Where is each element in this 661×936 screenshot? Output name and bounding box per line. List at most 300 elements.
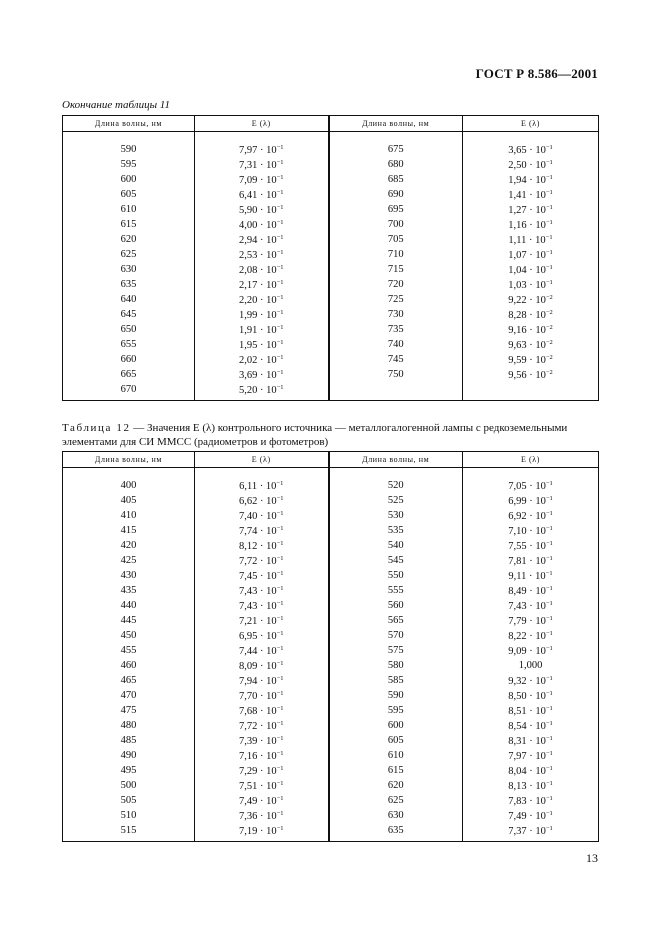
exponent: −1 — [276, 689, 284, 697]
multiply-sign: · 10 — [526, 555, 546, 567]
e-lambda-cell — [195, 307, 329, 322]
multiply-sign: · 10 — [257, 264, 277, 276]
e-lambda-cell — [195, 658, 329, 673]
e-lambda-cell — [463, 703, 599, 718]
exponent: −1 — [276, 143, 284, 151]
table-row — [63, 538, 599, 553]
e-lambda-cell — [463, 468, 599, 494]
e-lambda-cell — [463, 352, 599, 367]
mantissa: 7,43 — [238, 600, 258, 612]
multiply-sign: · 10 — [526, 615, 546, 627]
exponent: −1 — [276, 188, 284, 196]
multiply-sign: · 10 — [526, 369, 546, 381]
table-row — [63, 337, 599, 352]
e-lambda-cell — [463, 232, 599, 247]
multiply-sign: · 10 — [526, 495, 546, 507]
e-lambda-cell — [195, 292, 329, 307]
exponent: −1 — [276, 539, 284, 547]
col-header-wavelength: Длина волны, нм — [63, 452, 195, 468]
e-lambda-cell — [195, 583, 329, 598]
exponent: −1 — [276, 368, 284, 376]
mantissa: 5,90 — [238, 204, 258, 216]
exponent: −1 — [276, 644, 284, 652]
e-lambda-cell — [195, 748, 329, 763]
mantissa: 8,54 — [508, 720, 527, 732]
wavelength-cell: 525 — [329, 493, 463, 508]
wavelength-cell: 650 — [63, 322, 195, 337]
multiply-sign: · 10 — [257, 645, 277, 657]
multiply-sign: · 10 — [526, 174, 546, 186]
multiply-sign: · 10 — [526, 780, 546, 792]
multiply-sign: · 10 — [526, 279, 546, 291]
e-lambda-cell — [195, 493, 329, 508]
mantissa: 7,10 — [508, 525, 527, 537]
e-lambda-cell — [195, 793, 329, 808]
e-lambda-cell — [195, 808, 329, 823]
multiply-sign: · 10 — [257, 795, 277, 807]
multiply-sign: · 10 — [257, 555, 277, 567]
multiply-sign: · 10 — [257, 189, 277, 201]
mantissa: 7,19 — [238, 825, 258, 837]
multiply-sign: · 10 — [257, 540, 277, 552]
mantissa: 7,97 — [238, 144, 258, 156]
col-header-e-lambda: E (λ) — [463, 116, 599, 132]
e-lambda-cell — [463, 307, 599, 322]
e-lambda-cell — [195, 187, 329, 202]
e-lambda-cell — [195, 508, 329, 523]
multiply-sign: · 10 — [526, 690, 546, 702]
e-lambda-cell — [463, 613, 599, 628]
exponent: −1 — [545, 764, 553, 772]
table-row — [63, 292, 599, 307]
mantissa: 2,50 — [508, 159, 527, 171]
wavelength-cell: 735 — [329, 322, 463, 337]
mantissa: 8,09 — [238, 660, 258, 672]
wavelength-cell: 620 — [329, 778, 463, 793]
multiply-sign: · 10 — [257, 750, 277, 762]
standard-number: ГОСТ Р 8.586—2001 — [475, 66, 598, 81]
multiply-sign: · 10 — [526, 249, 546, 261]
multiply-sign: · 10 — [257, 495, 277, 507]
exponent: −1 — [276, 599, 284, 607]
mantissa: 6,99 — [508, 495, 527, 507]
multiply-sign: · 10 — [257, 204, 277, 216]
wavelength-cell: 665 — [63, 367, 195, 382]
table-row — [63, 733, 599, 748]
mantissa: 8,12 — [238, 540, 258, 552]
exponent: −1 — [276, 569, 284, 577]
wavelength-cell: 545 — [329, 553, 463, 568]
exponent: −2 — [545, 293, 553, 301]
mantissa: 1,41 — [508, 189, 527, 201]
multiply-sign: · 10 — [526, 189, 546, 201]
multiply-sign: · 10 — [257, 690, 277, 702]
exponent: −1 — [545, 704, 553, 712]
mantissa: 7,37 — [508, 825, 527, 837]
e-lambda-cell — [195, 688, 329, 703]
wavelength-cell — [329, 382, 463, 401]
mantissa: 1,99 — [238, 309, 258, 321]
mantissa: 7,49 — [238, 795, 258, 807]
exponent: −1 — [276, 509, 284, 517]
table-11 — [62, 115, 599, 401]
exponent: −1 — [545, 584, 553, 592]
wavelength-cell: 460 — [63, 658, 195, 673]
mantissa: 6,41 — [238, 189, 258, 201]
multiply-sign: · 10 — [257, 174, 277, 186]
e-lambda-cell — [463, 823, 599, 842]
wavelength-cell: 550 — [329, 568, 463, 583]
wavelength-cell: 575 — [329, 643, 463, 658]
wavelength-cell: 450 — [63, 628, 195, 643]
table-row — [63, 673, 599, 688]
multiply-sign: · 10 — [526, 480, 546, 492]
wavelength-cell: 700 — [329, 217, 463, 232]
wavelength-cell: 640 — [63, 292, 195, 307]
e-lambda-cell — [195, 553, 329, 568]
exponent: −1 — [545, 734, 553, 742]
mantissa: 7,55 — [508, 540, 527, 552]
e-lambda-cell — [463, 247, 599, 262]
exponent: −2 — [545, 323, 553, 331]
exponent: −1 — [545, 629, 553, 637]
mantissa: 7,36 — [238, 810, 258, 822]
mantissa: 9,22 — [508, 294, 527, 306]
e-lambda-cell — [195, 217, 329, 232]
e-lambda-cell — [463, 157, 599, 172]
table-row — [63, 553, 599, 568]
wavelength-cell: 445 — [63, 613, 195, 628]
table-row — [63, 658, 599, 673]
multiply-sign: · 10 — [257, 780, 277, 792]
multiply-sign: · 10 — [526, 720, 546, 732]
multiply-sign: · 10 — [257, 810, 277, 822]
wavelength-cell: 555 — [329, 583, 463, 598]
mantissa: 8,28 — [508, 309, 527, 321]
e-lambda-cell — [463, 733, 599, 748]
multiply-sign: · 10 — [257, 369, 277, 381]
wavelength-cell: 610 — [63, 202, 195, 217]
e-lambda-cell — [463, 508, 599, 523]
exponent: −1 — [545, 539, 553, 547]
mantissa: 6,62 — [238, 495, 258, 507]
wavelength-cell: 485 — [63, 733, 195, 748]
multiply-sign: · 10 — [526, 219, 546, 231]
e-lambda-cell — [195, 628, 329, 643]
wavelength-cell: 695 — [329, 202, 463, 217]
multiply-sign: · 10 — [526, 810, 546, 822]
mantissa: 3,65 — [508, 144, 527, 156]
e-lambda-cell — [463, 292, 599, 307]
mantissa: 1,27 — [508, 204, 527, 216]
wavelength-cell: 520 — [329, 468, 463, 494]
mantissa: 9,59 — [508, 354, 527, 366]
mantissa: 2,94 — [238, 234, 258, 246]
e-lambda-cell — [463, 382, 599, 401]
e-lambda-cell — [463, 763, 599, 778]
e-lambda-cell — [463, 172, 599, 187]
multiply-sign: · 10 — [257, 249, 277, 261]
e-lambda-cell — [195, 538, 329, 553]
multiply-sign: · 10 — [526, 339, 546, 351]
exponent: −1 — [276, 554, 284, 562]
mantissa: 7,29 — [238, 765, 258, 777]
table-row — [63, 703, 599, 718]
exponent: −1 — [545, 554, 553, 562]
multiply-sign: · 10 — [257, 234, 277, 246]
e-lambda-cell — [195, 352, 329, 367]
mantissa: 9,32 — [508, 675, 527, 687]
e-lambda-cell — [463, 322, 599, 337]
wavelength-cell: 685 — [329, 172, 463, 187]
wavelength-cell: 625 — [63, 247, 195, 262]
multiply-sign: · 10 — [257, 144, 277, 156]
wavelength-cell: 715 — [329, 262, 463, 277]
exponent: −1 — [276, 794, 284, 802]
wavelength-cell: 680 — [329, 157, 463, 172]
exponent: −1 — [545, 749, 553, 757]
multiply-sign: · 10 — [526, 159, 546, 171]
col-header-e-lambda: E (λ) — [195, 452, 329, 468]
multiply-sign: · 10 — [257, 279, 277, 291]
multiply-sign: · 10 — [257, 570, 277, 582]
exponent: −1 — [276, 674, 284, 682]
e-lambda-cell — [195, 172, 329, 187]
table-row — [63, 763, 599, 778]
mantissa: 2,53 — [238, 249, 258, 261]
multiply-sign: · 10 — [257, 159, 277, 171]
col-header-wavelength: Длина волны, нм — [329, 452, 463, 468]
exponent: −1 — [545, 809, 553, 817]
multiply-sign: · 10 — [257, 294, 277, 306]
exponent: −1 — [276, 494, 284, 502]
wavelength-cell: 560 — [329, 598, 463, 613]
multiply-sign: · 10 — [526, 324, 546, 336]
mantissa: 9,09 — [508, 645, 527, 657]
mantissa: 1,16 — [508, 219, 527, 231]
wavelength-cell: 655 — [63, 337, 195, 352]
multiply-sign: · 10 — [257, 735, 277, 747]
mantissa: 7,51 — [238, 780, 258, 792]
mantissa: 7,09 — [238, 174, 258, 186]
multiply-sign: · 10 — [257, 630, 277, 642]
wavelength-cell: 595 — [63, 157, 195, 172]
table-header-row — [63, 116, 599, 132]
multiply-sign: · 10 — [526, 354, 546, 366]
wavelength-cell: 470 — [63, 688, 195, 703]
mantissa: 2,20 — [238, 294, 258, 306]
exponent: −1 — [276, 659, 284, 667]
wavelength-cell: 455 — [63, 643, 195, 658]
e-lambda-cell — [195, 232, 329, 247]
wavelength-cell: 600 — [329, 718, 463, 733]
exponent: −1 — [545, 599, 553, 607]
e-lambda-cell — [463, 583, 599, 598]
multiply-sign: · 10 — [526, 540, 546, 552]
exponent: −1 — [545, 278, 553, 286]
multiply-sign: · 10 — [257, 525, 277, 537]
e-lambda-cell — [463, 337, 599, 352]
mantissa: 7,83 — [508, 795, 527, 807]
e-lambda-cell — [463, 808, 599, 823]
mantissa: 8,31 — [508, 735, 527, 747]
multiply-sign: · 10 — [526, 645, 546, 657]
exponent: −1 — [276, 203, 284, 211]
exponent: −1 — [545, 218, 553, 226]
multiply-sign: · 10 — [526, 825, 546, 837]
wavelength-cell: 490 — [63, 748, 195, 763]
mantissa: 8,04 — [508, 765, 527, 777]
wavelength-cell: 495 — [63, 763, 195, 778]
exponent: −1 — [545, 689, 553, 697]
mantissa: 7,72 — [238, 720, 258, 732]
e-lambda-cell — [463, 673, 599, 688]
wavelength-cell: 635 — [63, 277, 195, 292]
e-lambda-cell — [195, 277, 329, 292]
col-header-e-lambda: E (λ) — [463, 452, 599, 468]
mantissa: 7,79 — [508, 615, 527, 627]
mantissa: 4,00 — [238, 219, 258, 231]
table-row — [63, 202, 599, 217]
multiply-sign: · 10 — [526, 309, 546, 321]
e-lambda-cell — [463, 187, 599, 202]
wavelength-cell: 585 — [329, 673, 463, 688]
exponent: −1 — [276, 734, 284, 742]
wavelength-cell: 660 — [63, 352, 195, 367]
wavelength-cell: 540 — [329, 538, 463, 553]
multiply-sign: · 10 — [257, 615, 277, 627]
exponent: −1 — [276, 809, 284, 817]
mantissa: 7,68 — [238, 705, 258, 717]
wavelength-cell: 705 — [329, 232, 463, 247]
multiply-sign: · 10 — [526, 510, 546, 522]
table-row — [63, 823, 599, 842]
wavelength-cell: 500 — [63, 778, 195, 793]
wavelength-cell: 615 — [63, 217, 195, 232]
mantissa: 8,22 — [508, 630, 527, 642]
multiply-sign: · 10 — [257, 585, 277, 597]
e-lambda-cell — [195, 568, 329, 583]
table-11-body — [63, 132, 599, 401]
wavelength-cell: 725 — [329, 292, 463, 307]
e-lambda-cell — [195, 523, 329, 538]
mantissa: 9,56 — [508, 369, 527, 381]
exponent: −1 — [545, 494, 553, 502]
mantissa: 6,11 — [239, 480, 258, 492]
exponent: −1 — [276, 479, 284, 487]
wavelength-cell: 690 — [329, 187, 463, 202]
e-lambda-cell — [463, 718, 599, 733]
wavelength-cell: 400 — [63, 468, 195, 494]
e-lambda-cell — [195, 157, 329, 172]
wavelength-cell: 600 — [63, 172, 195, 187]
e-lambda-cell — [463, 553, 599, 568]
e-lambda-cell — [463, 643, 599, 658]
col-header-wavelength: Длина волны, нм — [63, 116, 195, 132]
wavelength-cell: 590 — [63, 132, 195, 158]
multiply-sign: · 10 — [526, 630, 546, 642]
table-row — [63, 322, 599, 337]
exponent: −1 — [276, 308, 284, 316]
wavelength-cell: 425 — [63, 553, 195, 568]
mantissa: 7,39 — [238, 735, 258, 747]
table-row — [63, 157, 599, 172]
table-row — [63, 172, 599, 187]
e-lambda-cell — [195, 247, 329, 262]
mantissa: 7,16 — [238, 750, 258, 762]
table-row — [63, 132, 599, 158]
wavelength-cell: 580 — [329, 658, 463, 673]
e-lambda-cell — [463, 493, 599, 508]
exponent: −2 — [545, 308, 553, 316]
table-12-body — [63, 468, 599, 842]
exponent: −1 — [276, 233, 284, 241]
table-row — [63, 247, 599, 262]
mantissa: 7,43 — [508, 600, 527, 612]
wavelength-cell: 405 — [63, 493, 195, 508]
exponent: −1 — [545, 188, 553, 196]
multiply-sign: · 10 — [257, 309, 277, 321]
mantissa: 7,31 — [238, 159, 258, 171]
e-lambda-cell — [463, 658, 599, 673]
mantissa: 7,72 — [238, 555, 258, 567]
table-12-caption — [62, 421, 600, 449]
exponent: −1 — [276, 218, 284, 226]
e-lambda-cell — [463, 132, 599, 158]
e-lambda-cell — [463, 688, 599, 703]
mantissa: 2,17 — [238, 279, 258, 291]
mantissa: 9,16 — [508, 324, 527, 336]
exponent: −1 — [545, 614, 553, 622]
exponent: −1 — [545, 143, 553, 151]
exponent: −1 — [276, 158, 284, 166]
mantissa: 7,97 — [508, 750, 527, 762]
exponent: −1 — [545, 779, 553, 787]
wavelength-cell: 675 — [329, 132, 463, 158]
e-lambda-cell — [195, 733, 329, 748]
table-row — [63, 583, 599, 598]
wavelength-cell: 620 — [63, 232, 195, 247]
wavelength-cell: 440 — [63, 598, 195, 613]
e-lambda-cell — [195, 763, 329, 778]
e-lambda-cell — [463, 628, 599, 643]
table-row — [63, 688, 599, 703]
mantissa: 7,43 — [238, 585, 258, 597]
multiply-sign: · 10 — [526, 795, 546, 807]
e-lambda-cell — [195, 778, 329, 793]
e-lambda-cell — [463, 262, 599, 277]
exponent: −1 — [276, 824, 284, 832]
e-lambda-cell — [463, 538, 599, 553]
exponent: −1 — [545, 263, 553, 271]
mantissa: 3,69 — [238, 369, 258, 381]
e-lambda-cell — [195, 202, 329, 217]
wavelength-cell: 645 — [63, 307, 195, 322]
wavelength-cell: 720 — [329, 277, 463, 292]
exponent: −1 — [276, 293, 284, 301]
multiply-sign: · 10 — [526, 705, 546, 717]
exponent: −1 — [276, 584, 284, 592]
table-row — [63, 613, 599, 628]
table-row — [63, 382, 599, 401]
exponent: −1 — [545, 524, 553, 532]
wavelength-cell: 590 — [329, 688, 463, 703]
wavelength-cell: 605 — [63, 187, 195, 202]
multiply-sign: · 10 — [526, 735, 546, 747]
multiply-sign: · 10 — [257, 675, 277, 687]
exponent: −1 — [276, 524, 284, 532]
multiply-sign: · 10 — [526, 204, 546, 216]
